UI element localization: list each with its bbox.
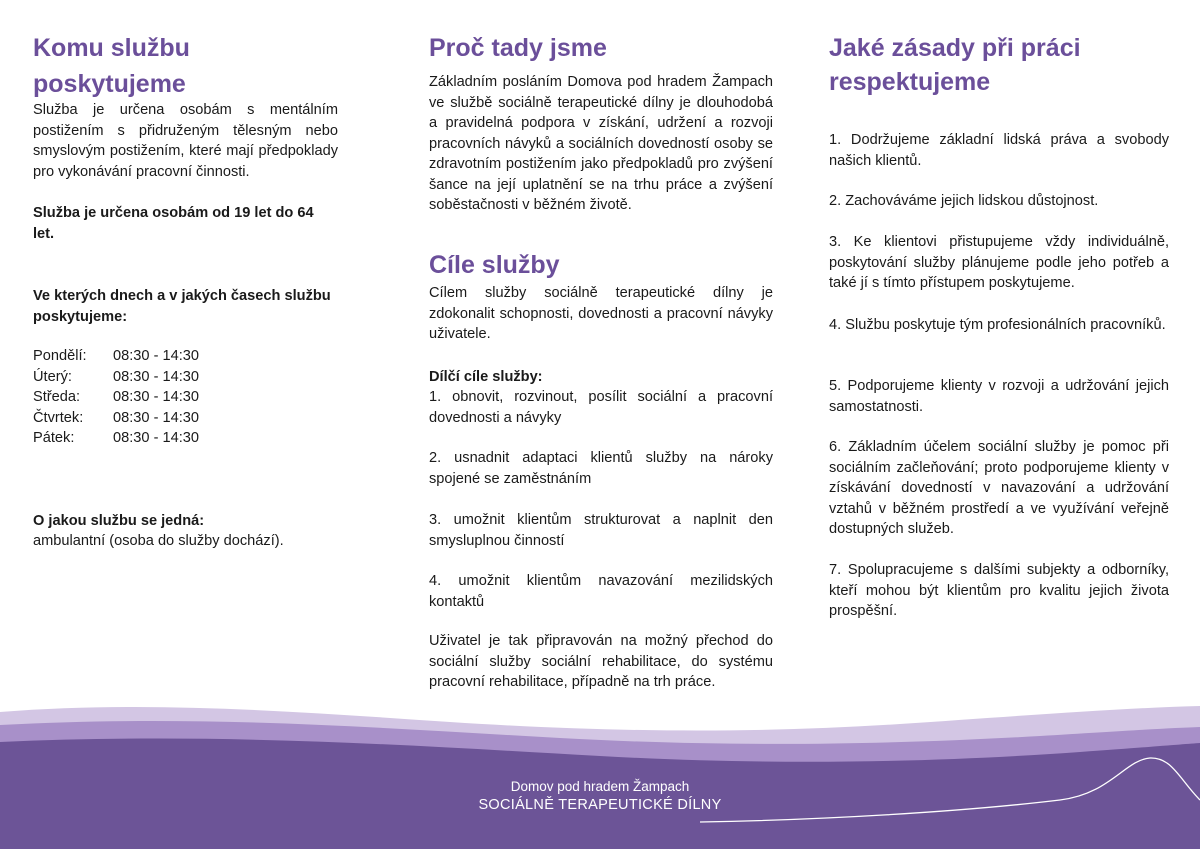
hours-day: Čtvrtek: — [33, 409, 84, 426]
hours-time: 08:30 - 14:30 — [113, 368, 200, 385]
principle-item: 2. Zachováváme jejich lidskou důstojnost. — [829, 193, 1099, 209]
subgoal-item: 2. usnadnit adaptaci klientů služby na nároky spojené se zaměstnáním — [429, 450, 773, 487]
footer-service: SOCIÁLNĚ TERAPEUTICKÉ DÍLNY — [478, 797, 722, 813]
hours-time: 08:30 - 14:30 — [113, 430, 200, 446]
subgoal-item: 4. umožnit klientům navazování mezilidských kontaktů — [429, 573, 773, 610]
hours-day: Pátek: — [33, 430, 75, 446]
heading-recipients: Komu službu poskytujeme — [33, 34, 190, 98]
principle-item: 5. Podporujeme klienty v rozvoji a udržování jejich samostatnosti. — [829, 378, 1169, 415]
service-type-title: O jakou službu se jedná: — [33, 513, 205, 529]
service-type-value: ambulantní (osoba do služby dochází). — [33, 533, 284, 549]
hours-day: Pondělí: — [33, 348, 87, 364]
mission-text: Základním posláním Domova pod hradem Žampach ve službě sociálně terapeutické dílny je dlouhodobá a pravidelná podpora v získání, udržení a rozvoji pracovních návyků a sociálních dovedností osoby se zdravotním postižením jako předpokladů pro zvýšení šance na její uplatnění se na trhu práce a zvýšení soběstačnosti v běžném životě. — [429, 74, 773, 213]
footer-org: Domov pod hradem Žampach — [510, 779, 690, 794]
principle-item: 4. Službu poskytuje tým profesionálních pracovníků. — [829, 317, 1166, 333]
recipients-intro: Služba je určena osobám s mentálním postižením s přidruženým tělesným nebo smyslovým postižením, které mají předpoklady pro vykonávání pracovní činnosti. — [33, 102, 338, 180]
principle-item: 7. Spolupracujeme s dalšími subjekty a odborníky, kteří mohou být klientům pro kvalitu jejich života prospěšní. — [829, 562, 1169, 619]
heading-mission: Proč tady jsme — [429, 34, 607, 62]
subgoal-item: 1. obnovit, rozvinout, posílit sociální a pracovní dovednosti a návyky — [429, 389, 773, 426]
principle-item: 6. Základním účelem sociální služby je pomoc při sociálním začleňování; proto podporujeme klienty v získávání dovedností v navazování a udržování vztahů v běžném prostředí a ve využívání veřejně dostupných služeb. — [829, 439, 1169, 537]
goal-text: Cílem služby sociálně terapeutické dílny je zdokonalit schopnosti, dovednosti a pracovní návyky uživatele. — [429, 285, 773, 342]
heading-goals: Cíle služby — [429, 251, 560, 279]
age-range: Služba je určena osobám od 19 let do 64 let. — [33, 205, 314, 242]
hours-time: 08:30 - 14:30 — [113, 389, 200, 405]
hours-time: 08:30 - 14:30 — [113, 409, 200, 426]
heading-principles-line1: Jaké zásady při práci — [829, 34, 1081, 62]
subgoals-title: Dílčí cíle služby: — [429, 369, 543, 385]
principle-item: 3. Ke klientovi přistupujeme vždy individuálně, poskytování služby plánujeme podle jeho potřeb a také jí s tímto přístupem poskytujeme. — [829, 234, 1169, 291]
subgoal-item: 3. umožnit klientům strukturovat a naplnit den smysluplnou činností — [429, 512, 773, 549]
principle-item: 1. Dodržujeme základní lidská práva a svobody našich klientů. — [829, 132, 1169, 169]
hours-title: Ve kterých dnech a v jakých časech službu poskytujeme: — [33, 288, 331, 325]
heading-principles-line2: respektujeme — [829, 68, 991, 96]
hours-day: Úterý: — [33, 368, 72, 385]
hours-day: Středa: — [33, 389, 81, 405]
goals-outro: Uživatel je tak připravován na možný přechod do sociální služby sociální rehabilitace, do systému pracovní rehabilitace, případně na trh práce. — [429, 633, 773, 690]
hours-time: 08:30 - 14:30 — [113, 348, 200, 364]
